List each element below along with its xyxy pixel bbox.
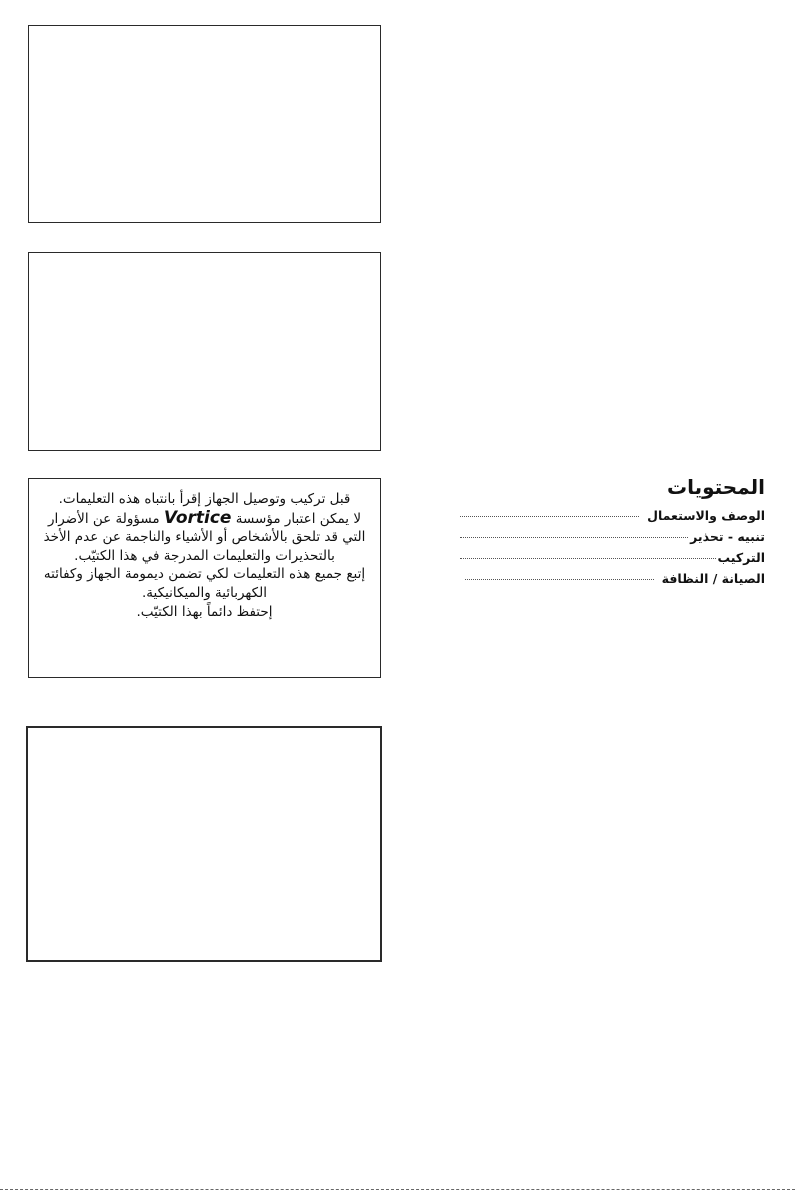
toc-item-label: الوصف والاستعمال — [647, 508, 765, 523]
toc-item[interactable] — [460, 550, 765, 571]
warning-follow: إتبع جميع هذه التعليمات لكي تضمن ديمومة الجهاز وكفائته الكهربائية والميكانيكية. — [43, 566, 366, 601]
warning-intro: قبل تركيب وتوصيل الجهاز إقرأ بانتباه هذه التعليمات. — [58, 491, 351, 507]
empty-frame-2 — [28, 252, 381, 451]
bottom-dashed-rule — [0, 1189, 795, 1190]
empty-frame-3 — [26, 726, 382, 962]
brand-name: Vortice — [163, 507, 232, 528]
liability-before: لا يمكن اعتبار مؤسسة — [235, 510, 362, 527]
warning-keep: إحتفظ دائماً بهذا الكتيّب. — [136, 603, 273, 620]
toc-dot-leader — [465, 578, 654, 580]
toc-item[interactable] — [460, 508, 765, 529]
toc-dot-leader — [460, 536, 688, 538]
toc-dot-leader — [460, 515, 639, 517]
warning-text — [29, 479, 380, 621]
toc-dot-leader — [460, 557, 716, 559]
empty-frame-1 — [28, 25, 381, 223]
contents-title: المحتويات — [666, 475, 765, 499]
warning-liability — [43, 509, 366, 566]
liability-after: مسؤولة عن الأضرار التي قد تلحق بالأشخاص أو الأشياء والناجمة عن عدم الأخذ بالتحذيرات والتعليمات المدرجة في هذا الكتيّب. — [43, 510, 366, 564]
warning-box — [28, 478, 381, 678]
table-of-contents — [460, 473, 765, 592]
toc-item-label: الصيانة / النظافة — [661, 571, 765, 586]
toc-item[interactable] — [460, 529, 765, 550]
toc-item-label: تنبيه - تحذير — [690, 529, 765, 544]
toc-item-label: التركيب — [717, 550, 765, 565]
toc-item[interactable] — [460, 571, 765, 592]
